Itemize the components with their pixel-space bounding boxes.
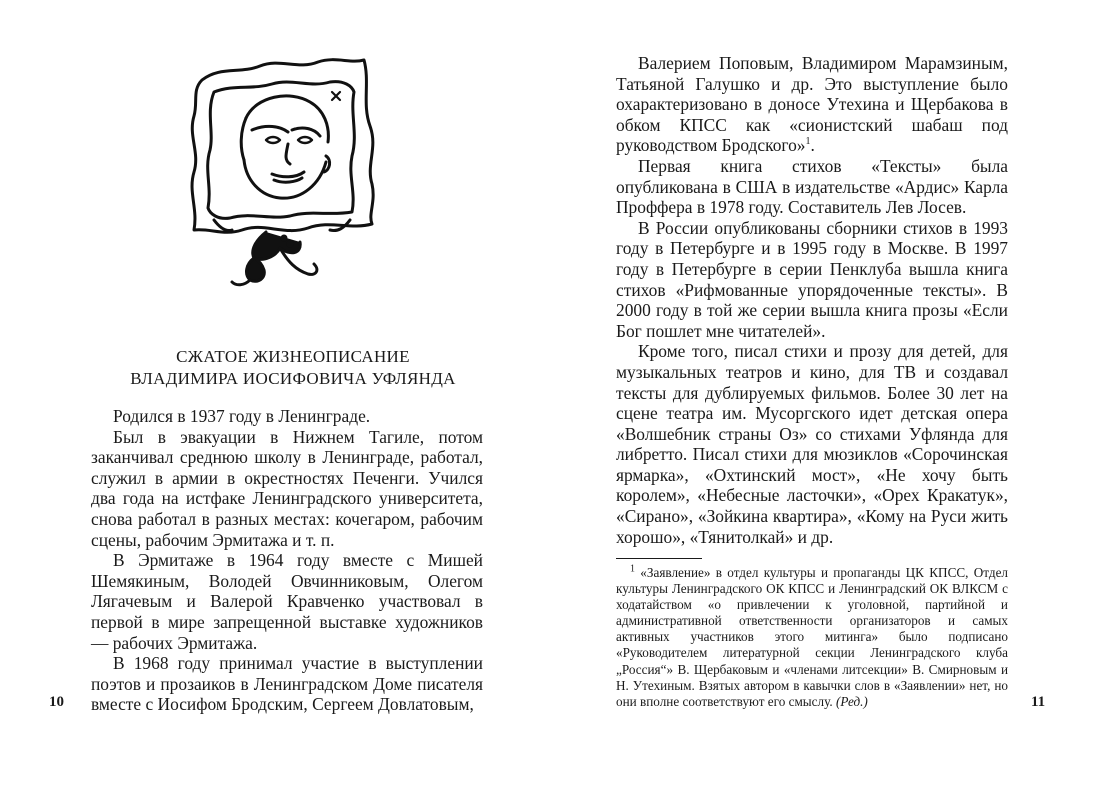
paragraph: Первая книга стихов «Тексты» была опубликована в США в издательстве «Ардис» Карла Проффера в 1978 году. Составитель Лев Лосев. <box>616 155 1008 218</box>
footnote-text: «Заявление» в отдел культуры и пропаганды ЦК КПСС, Отдел культуры Ленинградского ОК КПСС и Ленинградский ОК ВЛКСМ с ходатайством «о привлечении к уголовной, партийной и административной ответственности организаторов и самых активных участников этого митинга» было подписано «Руководителем литературной секции Ленинградского клуба „Россия“» В. Щербаковым и «членами литсекции» В. Смирновым и Н. Утехиным. Взятых автором в кавычки слов в «Заявлении» нет, но они вполне соответствуют его смыслу. <box>616 565 1008 709</box>
footnote-reference: 1 <box>805 136 811 148</box>
footnote <box>616 565 1008 710</box>
paragraph-text: Валерием Поповым, Владимиром Марамзиным, Татьяной Галушко и др. Это выступление было охарактеризовано в доносе Утехина и Щербакова в обком КПСС как «сионистский шабаш под руководством Бродского» <box>616 53 1008 156</box>
paragraph: Родился в 1937 году в Ленинграде. <box>113 406 371 426</box>
right-body-text <box>616 53 1008 547</box>
paragraph: В 1968 году принимал участие в выступлении поэтов и прозаиков в Ленинградском Доме писателя вместе с Иосифом Бродским, Сергеем Довлатовым, <box>91 653 483 715</box>
chapter-title <box>100 346 486 390</box>
paragraph: В России опубликованы сборники стихов в 1993 году в Петербурге и в 1995 году в Москве. В 1997 году в Петербурге в серии Пенклуба вышла книга стихов «Рифмованные упорядоченные тексты». В 2000 году в той же серии вышла книга прозы «Если Бог пошлет мне читателей». <box>616 217 1008 341</box>
paragraph: Был в эвакуации в Нижнем Тагиле, потом заканчивал среднюю школу в Ленинграде, работал, служил в армии в окрестностях Печенги. Учился два года на истфаке Ленинградского университета, снова работал в разных местах: кочегаром, рабочим сцены, рабочим Эрмитажа и т. п. <box>91 426 483 550</box>
chapter-title-line1: СЖАТОЕ ЖИЗНЕОПИСАНИЕ <box>176 347 410 366</box>
footnote-editor-note: (Ред.) <box>835 693 868 709</box>
left-body-text <box>91 406 483 715</box>
paragraph: Кроме того, писал стихи и прозу для детей, для музыкальных театров и кино, для ТВ и создавал тексты для дублируемых фильмов. Более 30 лет на сцене театра им. Мусоргского идет детская опера «Волшебник страны Оз» со стихами Уфлянда для либретто. Писал стихи для мюзиклов «Сорочинская ярмарка», «Охтинский мост», «Не хочу быть королем», «Небесные ласточки», «Орех Кракатук», «Сирано», «Зойкина квартира», «Кому на Руси жить хорошо», «Тянитолкай» и др. <box>616 341 1008 547</box>
caricature-drawing <box>180 52 390 290</box>
paragraph-end: . <box>810 135 815 156</box>
paragraph <box>616 53 1008 156</box>
paragraph: В Эрмитаже в 1964 году вместе с Мишей Шемякиным, Володей Овчинниковым, Олегом Лягачевым и Валерой Кравченко участвовал в первой в мире запрещенной выставке художников — рабочих Эрмитажа. <box>91 550 483 653</box>
page-number: 11 <box>1031 694 1046 710</box>
footnote-divider <box>616 558 702 559</box>
footnote-mark: 1 <box>630 563 635 575</box>
right-page <box>550 0 1100 789</box>
chapter-title-line2: ВЛАДИМИРА ИОСИФОВИЧА УФЛЯНДА <box>130 369 456 388</box>
page-number: 10 <box>49 694 64 710</box>
